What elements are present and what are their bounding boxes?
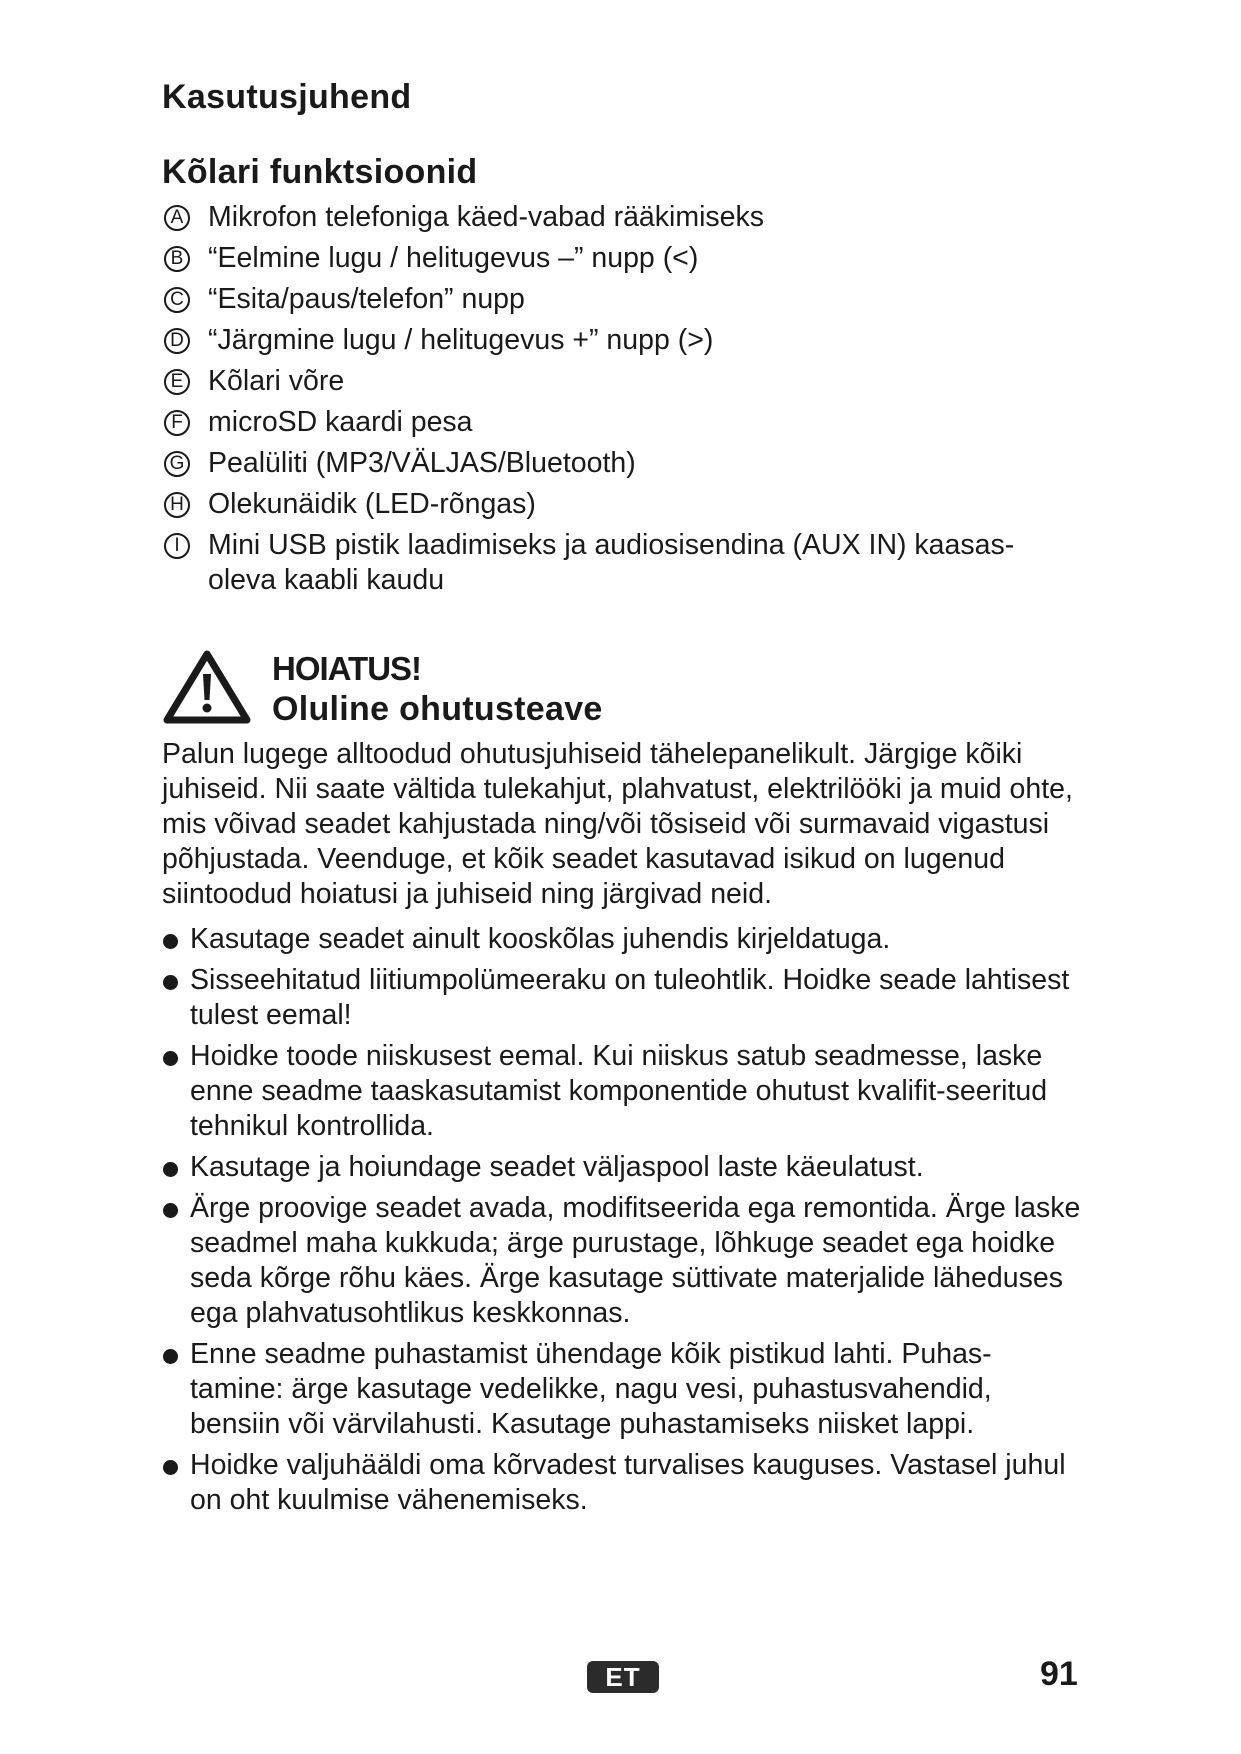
bullet-icon <box>163 1460 178 1475</box>
feature-list <box>162 200 1082 604</box>
feature-text: microSD kaardi pesa <box>208 406 473 438</box>
safety-item <box>162 1448 1082 1518</box>
page-number: 91 <box>1040 1655 1078 1693</box>
safety-text: Sisseehitatud liitiumpolümeeraku on tuleohtlik. Hoidke seade lahtisest tulest eemal! <box>190 964 1070 1031</box>
bullet-icon <box>163 1203 178 1218</box>
feature-item <box>162 200 1082 235</box>
bullet-icon <box>163 1051 178 1066</box>
bullet-icon <box>163 1162 178 1177</box>
feature-marker: I <box>164 533 190 559</box>
feature-item <box>162 487 1082 522</box>
safety-text: Ärge proovige seadet avada, modifitseerida ega remontida. Ärge laske seadmel maha kukkuda; ärge purustage, lõhkuge seadet ega hoidke seda kõrge rõhu käes. Ärge kasutage süttivate materjalide läheduses ega plahvatusohtlikus keskkonnas. <box>190 1192 1081 1329</box>
feature-marker: F <box>164 410 190 436</box>
page-title: Kasutusjuhend <box>162 78 412 116</box>
feature-text: Olekunäidik (LED-rõngas) <box>208 488 536 520</box>
feature-marker: G <box>164 451 190 477</box>
bullet-icon <box>163 1349 178 1364</box>
feature-text: Kõlari võre <box>208 365 345 397</box>
feature-item <box>162 323 1082 358</box>
feature-marker: D <box>164 328 190 354</box>
safety-text: Hoidke toode niiskusest eemal. Kui niiskus satub seadmesse, laske enne seadme taaskasutamist komponentide ohutust kvalifit-seeritud tehnikul kontrollida. <box>190 1040 1048 1142</box>
feature-marker: A <box>164 205 190 231</box>
safety-text: Enne seadme puhastamist ühendage kõik pistikud lahti. Puhas-tamine: ärge kasutage vedelikke, nagu vesi, puhastusvahendid, bensiin või värvilahusti. Kasutage puhastamiseks niisket lappi. <box>190 1338 992 1440</box>
feature-item <box>162 405 1082 440</box>
safety-list <box>162 922 1082 1524</box>
feature-marker: C <box>164 287 190 313</box>
feature-text: “Eelmine lugu / helitugevus –” nupp (<) <box>208 242 699 274</box>
feature-marker: H <box>164 492 190 518</box>
feature-text: Pealüliti (MP3/VÄLJAS/Bluetooth) <box>208 447 636 479</box>
bullet-icon <box>163 975 178 990</box>
section-title: Kõlari funktsioonid <box>162 153 478 191</box>
feature-item <box>162 528 1082 598</box>
feature-marker: B <box>164 246 190 272</box>
safety-text: Hoidke valjuhääldi oma kõrvadest turvalises kauguses. Vastasel juhul on oht kuulmise vähenemiseks. <box>190 1449 1066 1516</box>
safety-item <box>162 1039 1082 1144</box>
feature-text: Mikrofon telefoniga käed-vabad rääkimiseks <box>208 201 765 233</box>
safety-item <box>162 1191 1082 1331</box>
feature-marker: E <box>164 369 190 395</box>
warning-title: HOIATUS! <box>272 650 422 687</box>
safety-item <box>162 922 1082 957</box>
safety-item <box>162 963 1082 1033</box>
safety-text: Kasutage ja hoiundage seadet väljaspool laste käeulatust. <box>190 1151 924 1183</box>
bullet-icon <box>163 934 178 949</box>
feature-item <box>162 241 1082 276</box>
safety-intro: Palun lugege alltoodud ohutusjuhiseid tähelepanelikult. Järgige kõiki juhiseid. Nii saate vältida tulekahjut, plahvatust, elektrilööki ja muid ohte, mis võivad seadet kahjustada ning/või tõsiseid või surmavaid vigastusi põhjustada. Veenduge, et kõik seadet kasutavad isikud on lugenud siintoodud hoiatusi ja juhiseid ning järgivad neid. <box>162 738 1073 910</box>
warning-triangle-icon <box>162 648 252 726</box>
safety-text: Kasutage seadet ainult kooskõlas juhendis kirjeldatuga. <box>190 923 891 955</box>
safety-item <box>162 1150 1082 1185</box>
feature-text: “Järgmine lugu / helitugevus +” nupp (>) <box>208 324 714 356</box>
feature-text: “Esita/paus/telefon” nupp <box>208 283 525 315</box>
feature-item <box>162 446 1082 481</box>
feature-text: Mini USB pistik laadimiseks ja audiosisendina (AUX IN) kaasas-oleva kaabli kaudu <box>208 529 1015 596</box>
language-badge: ET <box>587 1661 659 1693</box>
feature-item <box>162 282 1082 317</box>
warning-subtitle: Oluline ohutusteave <box>272 690 603 728</box>
feature-item <box>162 364 1082 399</box>
safety-item <box>162 1337 1082 1442</box>
